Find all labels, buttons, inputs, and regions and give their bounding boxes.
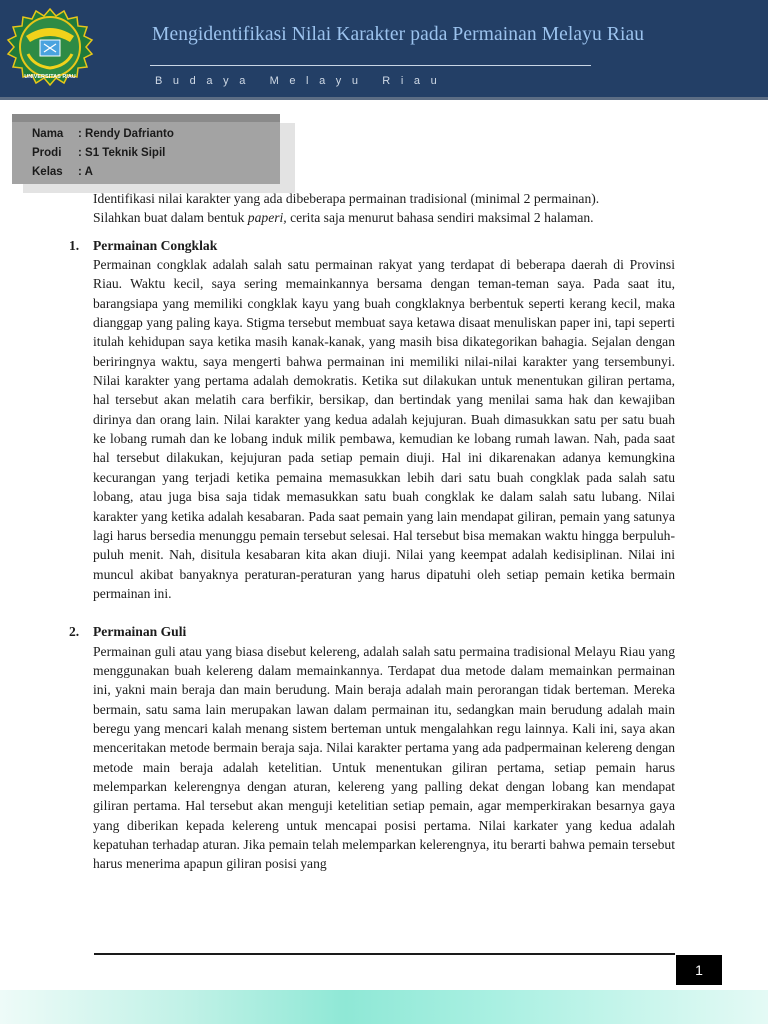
document-header bbox=[0, 0, 768, 97]
university-logo-icon bbox=[4, 6, 96, 92]
section-paragraph: Permainan guli atau yang biasa disebut kelereng, adalah salah satu permaina tradisional Melayu Riau yang menggunakan buah kelereng dalam memainkannya. Terdapat dua metode dalam memainkan permainan ini, yakni main beraja dan main berudung. Main beraja adalah main perorangan tidak berteman. Mereka bermain, satu sama lain merupakan lawan dalam permainan itu, sedangkan main berudung adalah main beregu yang mencari kalah menang sistem berteman untuk mengalahkan regu lainnya. Kali ini, saya akan menceritakan metode bermain beraja saja. Nilai karakter pertama yang ada padpermainan kelereng dengan metode main beraja adalah ketelitian. Untuk menentukan giliran pertama, setiap pemain harus melemparkan kelerengnya dengan aturan, kelereng yang palling dekat dengan lobang kan mendapat giliran pertama. Hal tersebut akan menguji ketelitian setiap pemain, agar memperkirakan besarnya gaya yang diberikan kepada kelereng untuk mencapai posisi pertama. Nilai karkater yang kedua adalah kepatuhan terhadap aturan. Jika pemain telah melemparkan kelerengnya, itu berarti bahwa pemain tersebut harus menerima apapun giliran posisi yang bbox=[93, 643, 675, 872]
name-row bbox=[32, 128, 174, 140]
title-divider bbox=[150, 65, 591, 66]
kelas-label: Kelas bbox=[32, 166, 63, 178]
prodi-label: Prodi bbox=[32, 147, 62, 159]
document-body bbox=[69, 189, 675, 874]
kelas-value: : A bbox=[78, 166, 93, 178]
prodi-row bbox=[32, 147, 165, 159]
document-subtitle: Budaya Melayu Riau bbox=[155, 75, 448, 87]
footer-rule bbox=[94, 953, 675, 955]
intro-line-2: Silahkan buat dalam bentuk paperi, cerita saja menurut bahasa sendiri maksimal 2 halaman. bbox=[93, 210, 594, 226]
name-value: : Rendy Dafrianto bbox=[78, 128, 174, 140]
section-number: 2. bbox=[69, 624, 80, 640]
intro-emphasis: paperi, bbox=[247, 210, 287, 226]
prodi-value: : S1 Teknik Sipil bbox=[78, 147, 166, 159]
header-edge bbox=[0, 97, 768, 100]
svg-text:UNIVERSITAS RIAU: UNIVERSITAS RIAU bbox=[24, 74, 76, 80]
section-guli bbox=[69, 622, 675, 873]
section-number: 1. bbox=[69, 237, 80, 253]
info-box-bar bbox=[12, 114, 280, 122]
section-title: Permainan Congklak bbox=[93, 237, 218, 253]
page-number: 1 bbox=[695, 962, 703, 978]
bottom-decoration-band bbox=[0, 990, 768, 1024]
section-title: Permainan Guli bbox=[93, 624, 187, 640]
name-label: Nama bbox=[32, 128, 64, 140]
kelas-row bbox=[32, 166, 93, 178]
section-congklak bbox=[69, 236, 675, 604]
intro-line-1: Identifikasi nilai karakter yang ada dibeberapa permainan tradisional (minimal 2 permainan). bbox=[93, 191, 600, 206]
page-number-box bbox=[676, 955, 722, 985]
student-info-box bbox=[12, 114, 280, 184]
document-title: Mengidentifikasi Nilai Karakter pada Permainan Melayu Riau bbox=[152, 24, 645, 45]
section-gap bbox=[93, 603, 675, 622]
section-paragraph: Permainan congklak adalah salah satu permainan rakyat yang terdapat di beberapa daerah di Provinsi Riau. Waktu kecil, saya sering memainkannya bersama dengan teman-teman saya. Pada saat itu, barangsiapa yang memiliki congklak kayu yang buah congklaknya berbentuk seperti kerang kecil, maka dianggap yang paling kaya. Stigma tersebut membuat saya ketawa disaat menuliskan paper ini, tapi seperti itulah kehidupan saya ketika masih kanak-kanak, yang masih bisa dikategorikan bahagia. Sejalan dengan beriringnya waktu, saya mengerti bahwa permainan ini memiliki nilai-nilai karakter yang tersembunyi. Nilai karakter yang pertama adalah demokratis. Ketika sut dilakukan untuk menentukan giliran pertama, hal tersebut akan melatih cara berfikir, bersikap, dan bertindak yang menilai sama hak dan kewajiban dirinya dan orang lain. Nilai karakter yang kedua adalah kejujuran. Buah dimasukkan satu per satu buah ke lobang rumah dan ke lobang induk milik pembawa, kemudian ke lobang rumah lawan. Nah, pada saat hal tersebut dilakukan, kejujuran pada setiap pemain diuji. Hal ini dikarenakan adanya kemungkina kecurangan yang terjadi ketika pemaina memasukkan lebih dari satu buah congklak pada salah satu lobang, atau juga bisa saja tidak memasukkan satu buah congklak ke dalam salah satu lubang. Nilai karakter yang ketika adalah kesabaran. Pada saat pemain yang lain mendapat giliran, pemain yang satunya lagi harus bersedia menunggu pemain tersebut selesai. Hal tersebut bisa memakan waktu hingga berpuluh-puluh menit. Nah, disitula kesabaran kita akan diuji. Nilai yang keempat adalah kedisiplinan. Nilai ini muncul akibat banyaknya peraturan-peraturan yang harus dipatuhi oleh setiap pemain ketika bermain permainan ini. bbox=[93, 257, 675, 601]
